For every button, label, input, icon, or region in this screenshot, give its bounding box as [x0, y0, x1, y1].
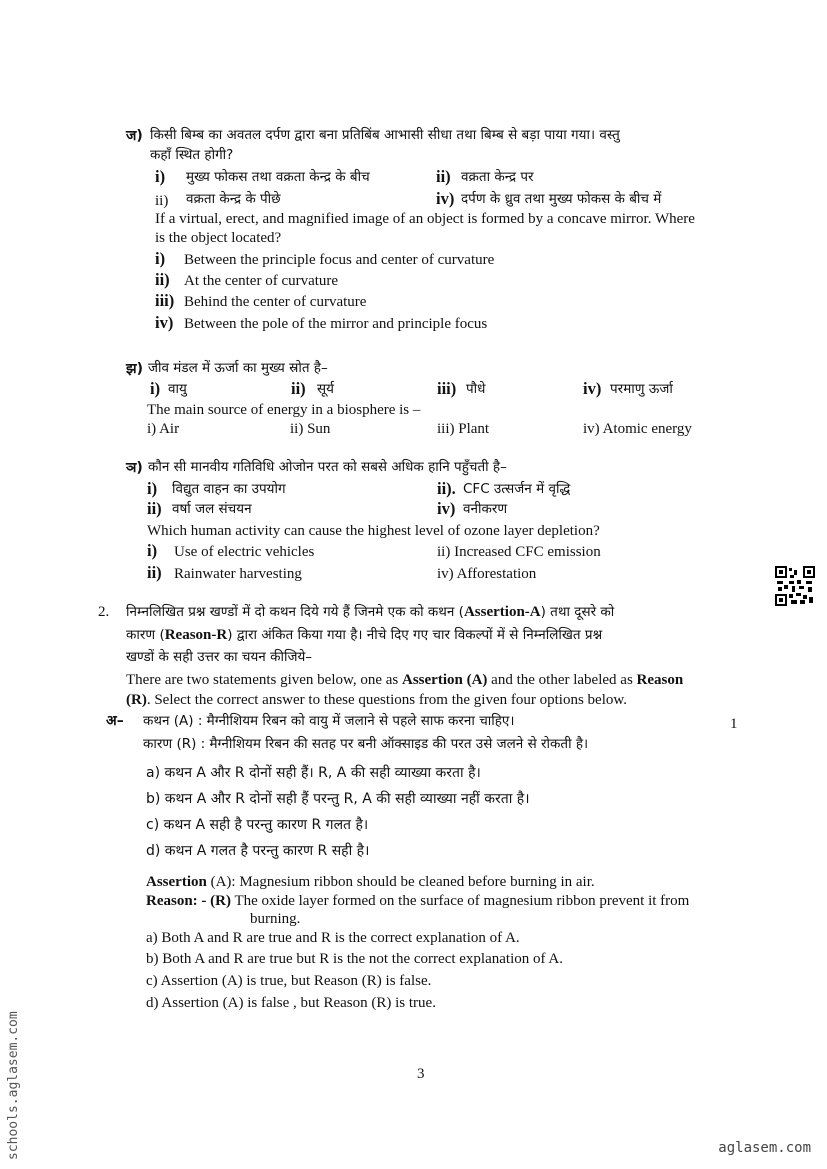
- marks: 1: [730, 716, 738, 732]
- question-text-english: If a virtual, erect, and magnified image of an object is formed by a concave mirror. Where: [155, 211, 695, 227]
- assertion-hindi: कथन (A) : मैग्नीशियम रिबन को वायु में जलाने से पहले साफ करना चाहिए।: [143, 713, 515, 729]
- reason-english-cont: burning.: [250, 911, 301, 927]
- option-text: वायु: [168, 381, 187, 397]
- side-watermark: schools.aglasem.com: [6, 1011, 21, 1160]
- option-number: ii): [147, 563, 162, 582]
- option-text: सूर्य: [317, 381, 334, 397]
- option-text: ii) Increased CFC emission: [437, 544, 601, 560]
- option-number: iv): [437, 499, 456, 518]
- option-number: iv): [155, 313, 174, 332]
- question-text-english: Which human activity can cause the highest level of ozone layer depletion?: [147, 523, 600, 539]
- option-text: विद्युत वाहन का उपयोग: [172, 481, 286, 497]
- question-intro-hindi-cont: कारण (Reason-R) द्वारा अंकित किया गया है। नीचे दिए गए चार विकल्पों में से निम्नलिखित प्रश्न: [126, 627, 603, 643]
- question-text-hindi: कौन सी मानवीय गतिविधि ओजोन परत को सबसे अधिक हानि पहुँचती है–: [148, 459, 507, 475]
- option-number: iv): [583, 379, 602, 398]
- option-text: वक्रता केन्द्र के पीछे: [186, 191, 281, 207]
- option-number: i): [155, 167, 166, 186]
- question-text-english-cont: is the object located?: [155, 230, 282, 246]
- option-number: i): [147, 479, 158, 498]
- option-text: At the center of curvature: [184, 273, 339, 289]
- option-text: a) कथन A और R दोनों सही हैं। R, A की सही व्याख्या करता है।: [146, 765, 481, 781]
- option-number: iii): [155, 291, 175, 310]
- page-number: 3: [417, 1066, 425, 1082]
- option-number: i): [155, 249, 166, 268]
- option-text: d) Assertion (A) is false , but Reason (R) is true.: [146, 995, 436, 1011]
- option-text: i) Air: [147, 421, 180, 437]
- qr-code-icon: [775, 566, 815, 606]
- question-label: ज): [126, 128, 143, 144]
- question-intro-hindi: निम्नलिखित प्रश्न खण्डों में दो कथन दिये गये हैं जिनमे एक को कथन (Assertion-A) तथा दूसरे को: [126, 604, 615, 620]
- option-text: वनीकरण: [463, 501, 508, 517]
- option-number: ii): [291, 379, 306, 398]
- option-text: Use of electric vehicles: [174, 544, 315, 560]
- question-label: ञ): [126, 460, 143, 476]
- reason-hindi: कारण (R) : मैग्नीशियम रिबन की सतह पर बनी ऑक्साइड की परत उसे जलने से रोकती है।: [143, 736, 589, 752]
- option-text: iv) Atomic energy: [583, 421, 692, 437]
- question-intro-english-cont: (R). Select the correct answer to these questions from the given four options below.: [126, 692, 627, 708]
- question-text-hindi: किसी बिम्ब का अवतल दर्पण द्वारा बना प्रतिबिंब आभासी सीधा तथा बिम्ब से बड़ा पाया गया। वस्तु: [150, 127, 620, 143]
- option-text: वर्षा जल संचयन: [172, 501, 252, 517]
- option-number: ii).: [437, 479, 456, 498]
- option-text: iii) Plant: [437, 421, 490, 437]
- question-label: झ): [126, 361, 143, 377]
- assertion-english: Assertion (A): Magnesium ribbon should be cleaned before burning in air.: [146, 874, 595, 890]
- option-text: iv) Afforestation: [437, 566, 537, 582]
- option-text: c) Assertion (A) is true, but Reason (R) is false.: [146, 973, 432, 989]
- option-number: ii): [155, 193, 169, 209]
- option-text: Behind the center of curvature: [184, 294, 367, 310]
- option-text: Rainwater harvesting: [174, 566, 302, 582]
- option-number: ii): [436, 167, 451, 186]
- option-text: मुख्य फोकस तथा वक्रता केन्द्र के बीच: [186, 169, 370, 185]
- question-intro-english: There are two statements given below, one as Assertion (A) and the other labeled as Reason: [126, 672, 684, 688]
- option-text: CFC उत्सर्जन में वृद्धि: [463, 481, 571, 497]
- option-text: b) Both A and R are true but R is the not the correct explanation of A.: [146, 951, 563, 967]
- reason-english: Reason: - (R) The oxide layer formed on the surface of magnesium ribbon prevent it from: [146, 893, 690, 909]
- option-text: d) कथन A गलत है परन्तु कारण R सही है।: [146, 843, 370, 859]
- option-number: ii): [147, 499, 162, 518]
- option-text: वक्रता केन्द्र पर: [461, 169, 534, 185]
- option-text: a) Both A and R are true and R is the correct explanation of A.: [146, 930, 520, 946]
- option-text: c) कथन A सही है परन्तु कारण R गलत है।: [146, 817, 369, 833]
- question-number: 2.: [98, 604, 110, 620]
- question-text-english: The main source of energy in a biosphere is –: [147, 402, 421, 418]
- question-text-hindi: जीव मंडल में ऊर्जा का मुख्य स्रोत है–: [148, 360, 328, 376]
- option-text: Between the pole of the mirror and principle focus: [184, 316, 488, 332]
- option-number: i): [150, 379, 161, 398]
- option-text: Between the principle focus and center of curvature: [184, 252, 495, 268]
- sub-question-label: अ–: [106, 713, 124, 729]
- option-text: ii) Sun: [290, 421, 331, 437]
- option-text: b) कथन A और R दोनों सही हैं परन्तु R, A की सही व्याख्या नहीं करता है।: [146, 791, 530, 807]
- question-intro-hindi-cont: खण्डों के सही उत्तर का चयन कीजिये–: [126, 649, 313, 665]
- option-text: दर्पण के ध्रुव तथा मुख्य फोकस के बीच में: [461, 191, 662, 207]
- option-number: i): [147, 541, 158, 560]
- footer-watermark: aglasem.com: [718, 1140, 811, 1156]
- question-text-hindi-cont: कहाँ स्थित होगी?: [150, 147, 234, 163]
- option-number: iv): [436, 189, 455, 208]
- option-number: ii): [155, 270, 170, 289]
- option-number: iii): [437, 379, 457, 398]
- option-text: पौधे: [466, 381, 486, 397]
- option-text: परमाणु ऊर्जा: [610, 381, 673, 397]
